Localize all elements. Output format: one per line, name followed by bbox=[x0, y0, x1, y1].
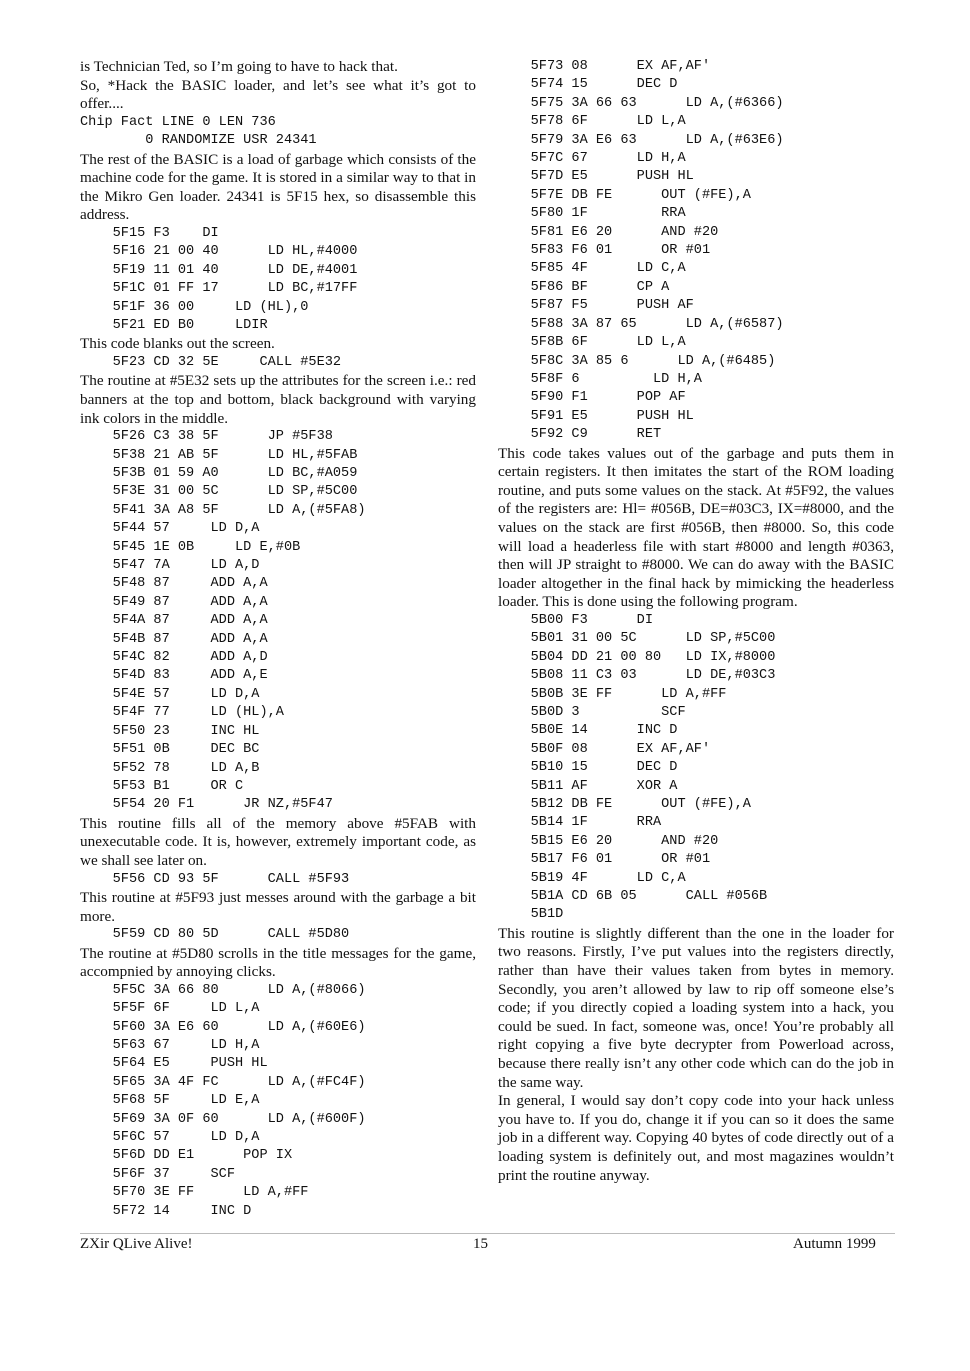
code-line: 5F6D DD E1 POP IX bbox=[80, 1148, 293, 1164]
paragraph: This code blanks out the screen. bbox=[80, 335, 275, 353]
paragraph: is Technician Ted, so I’m going to have to hack that. bbox=[80, 58, 398, 75]
code-line: 5F5C 3A 66 80 LD A,(#8066) bbox=[80, 982, 366, 998]
footer-magazine-title: ZXir QLive Alive! bbox=[80, 1236, 193, 1252]
code-line: 5F83 F6 01 OR #01 bbox=[498, 243, 711, 259]
code-line: 5F72 14 INC D bbox=[80, 1203, 252, 1219]
paragraph: This routine at #5F93 just messes around with the garbage a bit more. bbox=[80, 888, 476, 925]
code-line: 5F23 CD 32 5E CALL #5E32 bbox=[80, 355, 342, 370]
code-line: 5B08 11 C3 03 LD DE,#03C3 bbox=[498, 668, 776, 684]
code-line: 0 RANDOMIZE USR 24341 bbox=[80, 133, 317, 149]
paragraph: The routine at #5E32 sets up the attributes for the screen i.e.: red banners at the top and bottom, black background with varying ink colors in the middle. bbox=[80, 372, 476, 427]
code-line: 5F6C 57 LD D,A bbox=[80, 1129, 260, 1145]
code-line: 5F44 57 LD D,A bbox=[80, 521, 260, 537]
code-line: 5F74 15 DEC D bbox=[498, 77, 678, 93]
code-line: 5F41 3A A8 5F LD A,(#5FA8) bbox=[80, 502, 366, 518]
code-line: 5F54 20 F1 JR NZ,#5F47 bbox=[80, 797, 333, 813]
code-line: 5B0D 3 SCF bbox=[498, 704, 686, 720]
code-line: 5B17 F6 01 OR #01 bbox=[498, 852, 711, 868]
paragraph: This routine fills all of the memory above #5FAB with unexecutable code. It is, however, extremely important code, as we shall see later on. bbox=[80, 814, 476, 869]
code-line: Chip Fact LINE 0 LEN 736 bbox=[80, 114, 276, 130]
code-line: 5F1F 36 00 LD (HL),0 bbox=[80, 299, 309, 315]
code-line: 5F49 87 ADD A,A bbox=[80, 594, 268, 610]
code-line: 5F75 3A 66 63 LD A,(#6366) bbox=[498, 95, 784, 111]
code-line: 5F4F 77 LD (HL),A bbox=[80, 705, 284, 721]
footer-issue-date: Autumn 1999 bbox=[793, 1236, 876, 1252]
code-line: 5F38 21 AB 5F LD HL,#5FAB bbox=[80, 447, 358, 463]
code-line: 5F59 CD 80 5D CALL #5D80 bbox=[80, 927, 350, 943]
code-line: 5F4C 82 ADD A,D bbox=[80, 650, 268, 666]
code-line: 5B01 31 00 5C LD SP,#5C00 bbox=[498, 631, 776, 647]
code-line: 5B1A CD 6B 05 CALL #056B bbox=[498, 888, 768, 904]
code-line: 5B04 DD 21 00 80 LD IX,#8000 bbox=[498, 649, 776, 665]
left-column bbox=[80, 58, 476, 1221]
code-line: 5F8F 6 LD H,A bbox=[498, 371, 702, 387]
code-line: 5F3B 01 59 A0 LD BC,#A059 bbox=[80, 466, 358, 481]
code-line: 5B11 AF XOR A bbox=[498, 778, 678, 794]
code-line: 5F4B 87 ADD A,A bbox=[80, 631, 268, 647]
code-line: 5B1D bbox=[498, 907, 564, 923]
code-line: 5F70 3E FF LD A,#FF bbox=[80, 1185, 309, 1201]
code-line: 5F65 3A 4F FC LD A,(#FC4F) bbox=[80, 1074, 366, 1090]
code-line: 5F78 6F LD L,A bbox=[498, 114, 686, 130]
code-line: 5F88 3A 87 65 LD A,(#6587) bbox=[498, 316, 784, 332]
code-line: 5B19 4F LD C,A bbox=[498, 870, 686, 886]
paragraph: So, *Hack the BASIC loader, and let’s see what it’s got to offer.... bbox=[80, 76, 476, 113]
page-number: 15 bbox=[473, 1236, 488, 1252]
code-line: 5F48 87 ADD A,A bbox=[80, 576, 268, 592]
paragraph: The rest of the BASIC is a load of garbage which consists of the machine code for the game. It is stored in a similar way to that in the Mikro Gen loader. 24341 is 5F15 hex, so disassemble this address. bbox=[80, 150, 476, 224]
code-line: 5B0E 14 INC D bbox=[498, 723, 678, 739]
code-line: 5F8B 6F LD L,A bbox=[498, 335, 686, 351]
code-line: 5F73 08 EX AF,AF' bbox=[498, 59, 711, 74]
code-line: 5F5F 6F LD L,A bbox=[80, 1001, 260, 1017]
code-line: 5F7C 67 LD H,A bbox=[498, 151, 686, 167]
code-line: 5F92 C9 RET bbox=[498, 427, 662, 443]
code-line: 5B15 E6 20 AND #20 bbox=[498, 833, 719, 849]
paragraph: The routine at #5D80 scrolls in the title messages for the game, accompnied by annoying clicks. bbox=[80, 944, 476, 981]
code-line: 5B12 DB FE OUT (#FE),A bbox=[498, 796, 751, 812]
code-line: 5F53 B1 OR C bbox=[80, 778, 244, 794]
paragraph: This routine is slightly different than the one in the loader for two reasons. Firstly, I’ve put values into the registers directly, rather than have their values taken from bytes in memory. Secondly, you aren’t allowed by law to rip off someone else’s code; if you directly copied a loading system into a hack, you could be sued. In fact, someone was, once! You’re probably all right copying a five byte decrypter from Powerload across, because there really isn’t any other code which can do the job in the same way. bbox=[498, 924, 894, 1091]
code-line: 5F52 78 LD A,B bbox=[80, 760, 260, 776]
code-line: 5F16 21 00 40 LD HL,#4000 bbox=[80, 244, 358, 260]
code-line: 5F7E DB FE OUT (#FE),A bbox=[498, 187, 751, 203]
right-column bbox=[498, 58, 894, 1185]
code-line: 5F21 ED B0 LDIR bbox=[80, 318, 268, 333]
code-line: 5F26 C3 38 5F JP #5F38 bbox=[80, 429, 333, 445]
code-line: 5F69 3A 0F 60 LD A,(#600F) bbox=[80, 1111, 366, 1127]
paragraph: This code takes values out of the garbage and puts them in certain registers. It then imitates the start of the ROM loading routine, and puts some values on the stack. At #5F92, the values of the registers are: Hl= #056B, DE=#03C3, IX=#8000, and the values on the stack are first #056B, then #8000. So, this code will load a headerless file with start #8000 and length #0363, then will JP straight to #8000. We can do away with the BASIC loader altogether in the final hack by mimicking the headerless loader. This is done using the following program. bbox=[498, 444, 894, 611]
code-line: 5F85 4F LD C,A bbox=[498, 261, 686, 277]
code-line: 5F56 CD 93 5F CALL #5F93 bbox=[80, 871, 350, 887]
code-line: 5F51 0B DEC BC bbox=[80, 742, 260, 758]
code-line: 5F91 E5 PUSH HL bbox=[498, 408, 694, 424]
code-line: 5F4E 57 LD D,A bbox=[80, 686, 260, 702]
code-line: 5F79 3A E6 63 LD A,(#63E6) bbox=[498, 132, 784, 148]
code-line: 5F1C 01 FF 17 LD BC,#17FF bbox=[80, 281, 358, 297]
code-line: 5B0B 3E FF LD A,#FF bbox=[498, 686, 727, 702]
code-line: 5B10 15 DEC D bbox=[498, 760, 678, 776]
code-line: 5B00 F3 DI bbox=[498, 612, 653, 628]
code-line: 5B14 1F RRA bbox=[498, 815, 662, 831]
code-line: 5F64 E5 PUSH HL bbox=[80, 1056, 268, 1072]
code-line: 5F8C 3A 85 6 LD A,(#6485) bbox=[498, 353, 776, 369]
code-line: 5F80 1F RRA bbox=[498, 206, 686, 222]
code-line: 5F4D 83 ADD A,E bbox=[80, 668, 268, 684]
code-line: 5F6F 37 SCF bbox=[80, 1166, 235, 1182]
code-line: 5F47 7A LD A,D bbox=[80, 558, 260, 574]
code-line: 5F60 3A E6 60 LD A,(#60E6) bbox=[80, 1019, 366, 1035]
code-line: 5F3E 31 00 5C LD SP,#5C00 bbox=[80, 484, 358, 500]
code-line: 5F86 BF CP A bbox=[498, 279, 670, 295]
code-line: 5F63 67 LD H,A bbox=[80, 1037, 260, 1053]
code-line: 5B0F 08 EX AF,AF' bbox=[498, 741, 711, 757]
code-line: 5F50 23 INC HL bbox=[80, 723, 260, 739]
code-line: 5F4A 87 ADD A,A bbox=[80, 613, 268, 629]
code-line: 5F81 E6 20 AND #20 bbox=[498, 224, 719, 240]
code-line: 5F87 F5 PUSH AF bbox=[498, 298, 694, 314]
code-line: 5F7D E5 PUSH HL bbox=[498, 169, 694, 185]
code-line: 5F15 F3 DI bbox=[80, 225, 219, 241]
code-line: 5F45 1E 0B LD E,#0B bbox=[80, 539, 301, 555]
code-line: 5F90 F1 POP AF bbox=[498, 390, 686, 406]
paragraph: In general, I would say don’t copy code into your hack unless you have to. If you do, change it if you can so it does the same job in a different way. Copying 40 bytes of code directly out of a loading system is definitely out, and most magazines wouldn’t print the routine anyway. bbox=[498, 1092, 894, 1184]
code-line: 5F19 11 01 40 LD DE,#4001 bbox=[80, 262, 358, 278]
code-line: 5F68 5F LD E,A bbox=[80, 1093, 260, 1109]
footer-rule bbox=[80, 1233, 895, 1234]
